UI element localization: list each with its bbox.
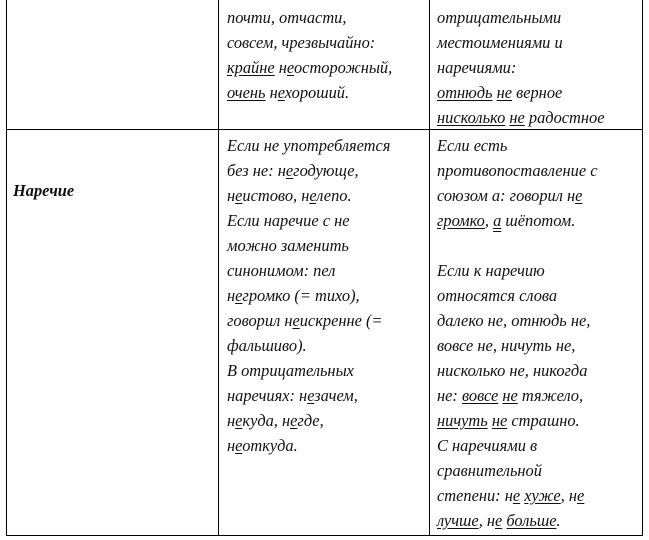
text-line: неистово, нелепо. — [227, 186, 352, 205]
text-line: фальшиво). — [227, 336, 307, 355]
text-line: синонимом: пел — [227, 261, 336, 280]
text-line: нисколько не радостное — [437, 108, 605, 127]
text-line: вовсе не, ничуть не, — [437, 336, 576, 355]
text-line: Если наречие с не — [227, 211, 350, 230]
text-line: местоимениями и — [437, 33, 563, 52]
text-line: наречиями: — [437, 58, 517, 77]
text-line: некуда, негде, — [227, 411, 324, 430]
text-line: Если есть — [437, 136, 508, 155]
table-border-right — [642, 0, 643, 536]
text-line: неоткуда. — [227, 436, 298, 455]
text-line: совсем, чрезвычайно: — [227, 33, 376, 52]
text-line: лучше, не больше. — [437, 511, 561, 530]
text-line: отрицательными — [437, 8, 562, 27]
text-line: противопоставление с — [437, 161, 598, 180]
text-line: Если к наречию — [437, 261, 545, 280]
text-line: Если не употребляется — [227, 136, 391, 155]
table-divider-2 — [429, 0, 430, 536]
term-label: Наречие — [13, 181, 75, 200]
text-line: можно заменить — [227, 236, 349, 255]
text-line: нисколько не, никогда — [437, 361, 588, 380]
text-line: далеко не, отнюдь не, — [437, 311, 591, 330]
table-border-left — [6, 0, 7, 536]
text-line: союзом а: говорил не — [437, 186, 583, 205]
text-line: В отрицательных — [227, 361, 354, 380]
text-line: негромко (= тихо), — [227, 286, 360, 305]
text-line: очень нехороший. — [227, 83, 350, 102]
text-line: С наречиями в — [437, 436, 538, 455]
text-line: громко, а шёпотом. — [437, 211, 576, 230]
text-line: сравнительной — [437, 461, 542, 480]
row1-col2-cell — [227, 5, 392, 105]
text-line: отнюдь не верное — [437, 83, 563, 102]
text-line: говорил неискренне (= — [227, 311, 383, 330]
text-line: почти, отчасти, — [227, 8, 347, 27]
text-line — [437, 233, 598, 258]
text-line: без не: негодующе, — [227, 161, 359, 180]
row2-col2-cell — [227, 133, 390, 458]
row1-col3-cell — [437, 5, 605, 130]
text-line: относятся слова — [437, 286, 558, 305]
text-line: наречиях: незачем, — [227, 386, 358, 405]
text-line: не: вовсе не тяжело, — [437, 386, 584, 405]
row2-col3-cell — [437, 133, 598, 533]
text-line: степени: не хуже, не — [437, 486, 585, 505]
table-divider-1 — [218, 0, 219, 536]
text-line: ничуть не страшно. — [437, 411, 580, 430]
table-border-bottom — [6, 535, 643, 536]
text-line: крайне неосторожный, — [227, 58, 393, 77]
